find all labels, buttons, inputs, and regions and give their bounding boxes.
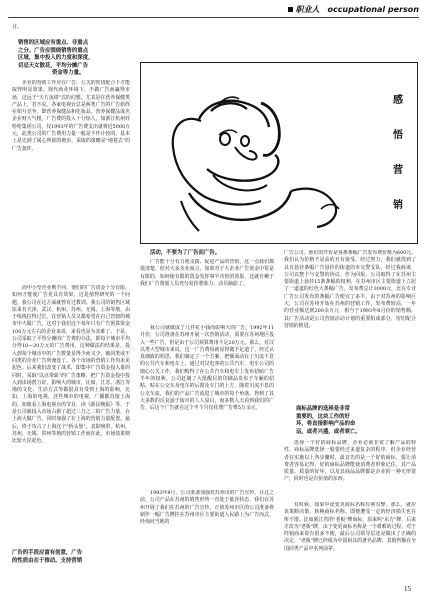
left-para-1 bbox=[12, 80, 130, 278]
paragraph: 选择一个好的商标品牌，企业必须非常了解产品的特性，商标品牌选择一般要经过多道复杂的程序，但企业经营者在实施以上各步骤时，最首先的是一个好的商标，要让消费者容易记得，好的商标品牌能使消费者形象记住，其产品质量、质量的好坏，以及其商品品牌都是企业的一种无形资产，同时也是有价值的东西。 bbox=[284, 440, 416, 483]
paragraph: 有时候，如果中途变更商标名称有利有弊。那么，就应该果断决策，转换商标名称。即便遭受一定的经济损失也在所不惜。比如浙江省的"老板"牌商标，原来叫"东方"牌，后来才改为"老板"牌，由于变更商标名称是一个艰难的过程，对于经销商来说有很多不便，最后公司领导层还是做出了正确的决定，"老板"牌已经成为中国厨具的著名品牌，其销售额在全国同类产品中名列前茅。 bbox=[284, 502, 416, 552]
subheading-line: 的性质由在于推动。支持营销 bbox=[12, 557, 83, 564]
middle-subheading bbox=[150, 250, 274, 258]
title-char: 销 bbox=[393, 200, 403, 211]
left-column bbox=[12, 24, 130, 31]
subheading-line: 之分。广告应围绕销售的重点 bbox=[18, 47, 89, 54]
subheading-line: 坏，将直接影响产品的命 bbox=[296, 421, 356, 428]
subheading-line: 区域，集中投入的力度和深度， bbox=[18, 55, 94, 62]
header-text: 职业人 occupational person bbox=[295, 5, 419, 14]
middle-para-1 bbox=[140, 259, 274, 323]
subheading-line: 广告的手段应富有创意，广告 bbox=[12, 550, 83, 556]
left-subheading-1 bbox=[18, 40, 130, 78]
subheading-line: 商标品牌的选择是非常 bbox=[296, 406, 350, 412]
illustration-box bbox=[140, 62, 418, 244]
right-para-2 bbox=[284, 440, 416, 500]
right-para-1 bbox=[284, 250, 416, 400]
title-char: 悟 bbox=[393, 130, 403, 141]
paragraph: 广告公司。他们的开价是每条条幅广告发布费价格为600元。我们认为价格不是高的且有接受、经过努力，我们就找到了具有悬挂条幅广告悬挂的街道的市交警支队，经过我商谈，公司以整个与交警的协议，作为回报，公司取得了在苏州主要街道上悬挂15条条幅的权利，在苏州市区主要街道上立起了一道道的红色大条幅广告，发布费总计3000元，比在专业广告公司发布的条幅广告便宜了多半。由于对苏州的影响巨大，公司在苏州开始在苏州的营销工作，发布费较高，一年的营业额达到200余万元，相当于1993年8月份的销售额。其广告活动是公司营销活动计划的重要组成部分，密切配合营销的推进。 bbox=[284, 250, 416, 329]
paragraph: 广告能十分有力地支援、促进产品的营销，这一点我们都很清楚，但对大多企业而言，如果对于大企业广告资金中常是有限的，如何使有限的资金发挥事半功倍的效果，这就有赖于我们广告策划人员充分发挥想象力，动员脑筋了。 bbox=[140, 259, 274, 287]
subheading-line: 销售的区域应有重点、非重点 bbox=[18, 40, 89, 46]
title-char: 营 bbox=[393, 165, 403, 176]
paragraph: 企业的营销工作应在广告、公关的密切配合下才能取得明显效果。现代商业环境下，不做广告而赢得市场，这远于"天方夜谭"式的幻想。尤其是在营养保健类产品上，君不见，各家电视台总是两类广告的广告始终在相互竞争，即营养保健品和化妆品。营养保健品成名企业财大气粗，广告费的投入十分惊人，如浙江杭州娃哈哈集团公司，仅1993年的广告费支出就将近5000万元，此类公司的广告费用力量一般是不作计较的，基本上是达到了闻心所欲的地步，采取的策略是"地毯式"的广告轰炸。 bbox=[12, 80, 130, 152]
subheading-line: 运，或者兴盛，或者衰亡。 bbox=[296, 428, 361, 435]
middle-para-2 bbox=[140, 325, 274, 487]
subheading-line: 活动，不要为了广告而广告。 bbox=[150, 250, 221, 256]
left-subheading-2 bbox=[12, 550, 132, 565]
right-subheading bbox=[296, 406, 416, 436]
running-header bbox=[288, 4, 419, 15]
paragraph: 而中小型企业则不同，他们的广告资金十分有限，如何才能使广告更具有效果，这是值得研究的一个问题。我公司在这方面就曾有过教训。我公司的销售区域原来有天津、武汉、杭州、苏州、无锡、上海等地，由于线线拉得过长，在营销人员又都希望在自己管辖的城市中大做广告，这对于我们这个每年只有广告预算资金100万元左右的企业来说，来看也是为其难了。于是，公司采取了平均分摊的广告费的办法，即每个城市平均分得10—20万元的广告费用。这种做法的结果是，投入到每个城市中的广告数量显得少而又少，被同类或不同类的企业广告所淹没了。各个市场的营销工作均未见起色。后来我们改变了战术，即集中广告资金投入量的同时，采取"以点带面"的广告策略，把广告资金投中投入到由场潜力好，影响大的城市，比如，江苏、浙江等地的文化、生活方式等都很具有受到上海的影响，比如，上海的电视，这些城市的电视，广播都直接上海的，如收看上海电视台的节目，读《新民晚报》等，于是公司就投入市场占据了超过三分之二的广告力量，在上海大做广告，同时加强了在上海的营销力量配置。最后，终于攻占了上海这个"桥头堡"，其影响带，杭州、苏州、无锡、常州等地的营销工作而在此，市场效果则比较大昆起色。 bbox=[12, 285, 130, 445]
paragraph: 我公司就做成了几件花小钱而影响大的广告。1992年11月份，公司准备在苏州开展一次营销活动，需要在苏州地区投入一些广告，但是由于公司预算费用不足20万元。那么，对汉以类大型城市来说，这一广告费用就显得微不足道了。经过认真细致的构思，我们制定了一个方案，把额面动在了川流不息的公共汽车和电车上，通过对汉电客的公共汽车、电车公司的细心公关工作，我们购得了在公共汽车和电车上发布招贴广告半年的权利。公司赶制了大批醒目的印刷品发布于车厢的招贴。贴在公交车及电车的后窗及车门的上方，随着川流不息的公交车流，我们的产品广告流进了城市的每个角落，得到了其大多数的反复涌于街市的人人显目，而多数人天看到我们的广告，后这个广告就在这个半个月仅花费广告费5万余元。 bbox=[140, 325, 274, 412]
header-square-icon bbox=[288, 7, 293, 12]
left-top-line: 讨。 bbox=[12, 24, 22, 30]
vertical-title bbox=[391, 91, 405, 211]
page-number: 15 bbox=[404, 585, 411, 593]
subheading-line: 切忌天女散花，平均分摊广告 bbox=[18, 62, 89, 69]
right-para-3 bbox=[284, 502, 416, 576]
middle-para-3 bbox=[140, 490, 274, 564]
cartoon-face-illustration bbox=[141, 63, 417, 243]
subheading-line: 资金等力量。 bbox=[52, 70, 85, 77]
header-rule bbox=[8, 17, 419, 18]
left-para-2 bbox=[12, 285, 130, 548]
title-char: 感 bbox=[393, 95, 403, 106]
paragraph: 1993年8月，公司准备加强对苏州市的广告宣传，在这之前，公司产品在苏州的销售形势一直处于低谷状态。我们在苏州开展了我们在苏州的广告宣传，正值苏州市区的公司准备将制作一幅广告牌挂在苏州市区主要街道人民路上为广告而式，经询问当地的 bbox=[140, 490, 274, 526]
subheading-line: 重要的，这块工作的好 bbox=[296, 413, 350, 420]
